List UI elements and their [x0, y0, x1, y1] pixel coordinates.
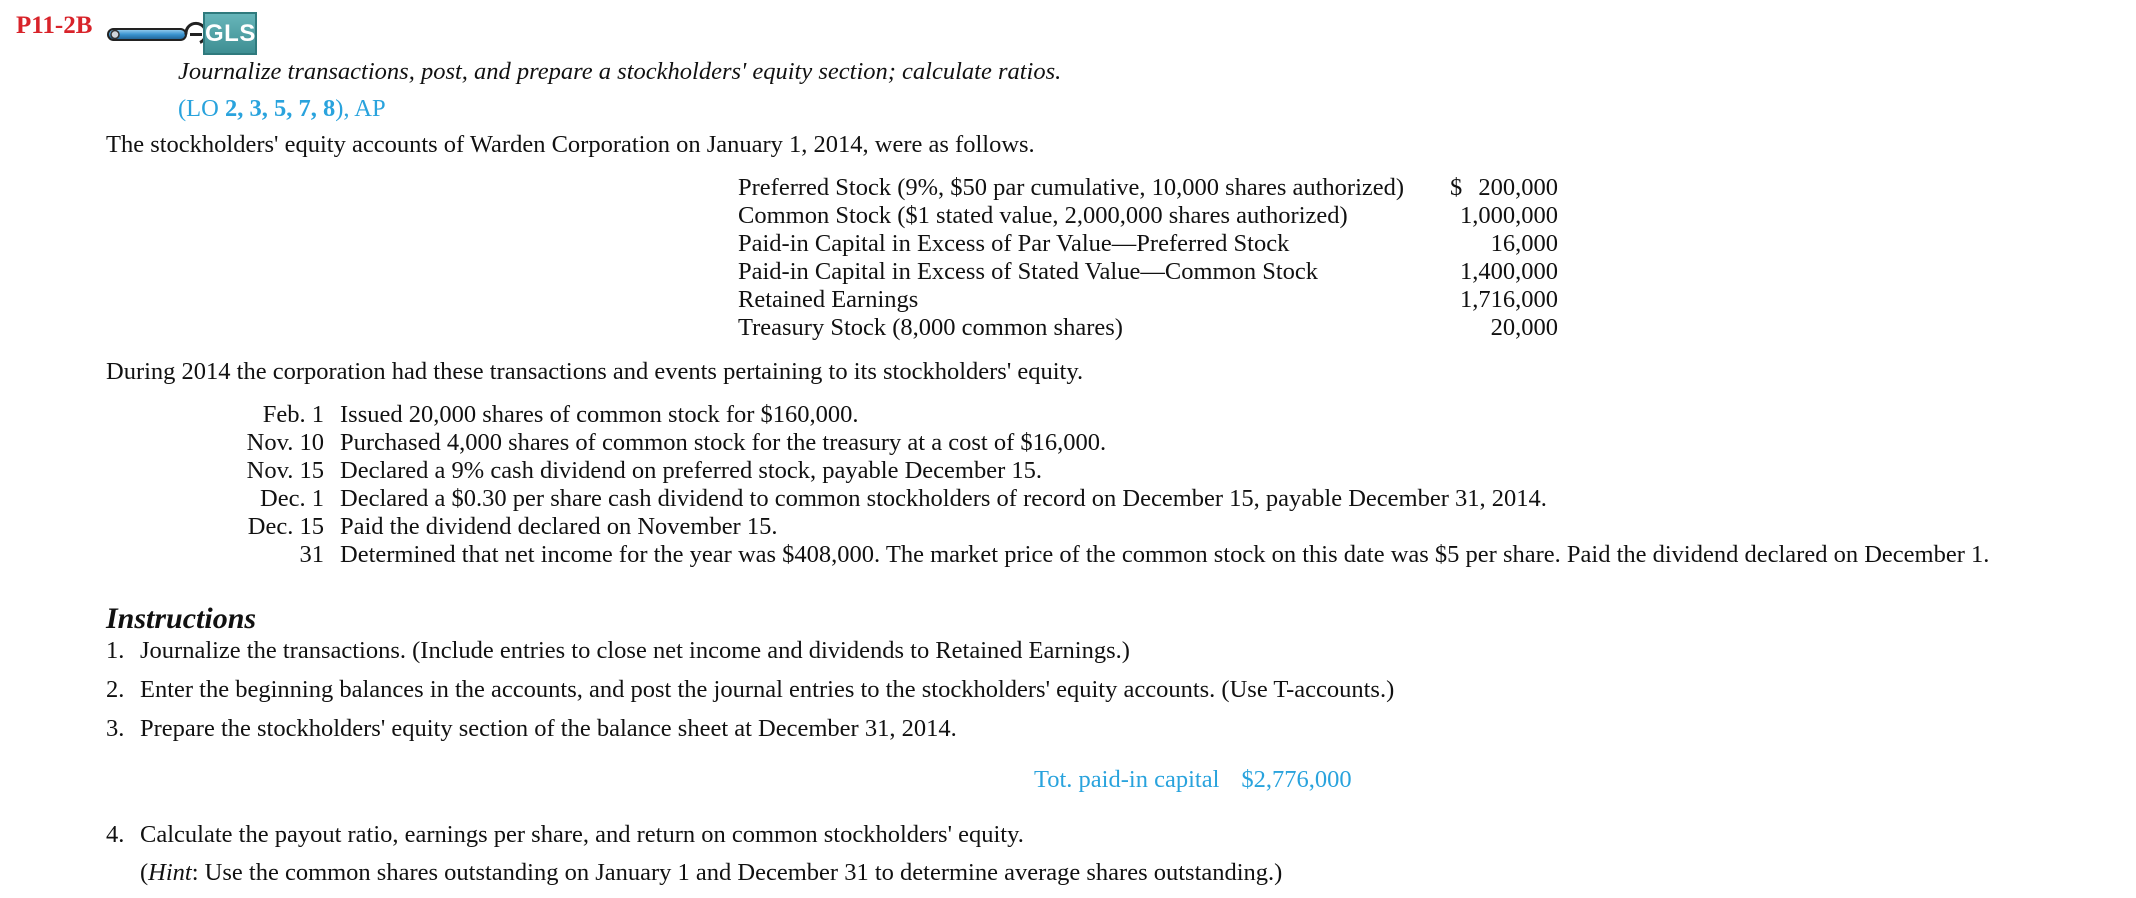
transaction-desc: Declared a 9% cash dividend on preferred stock, payable December 15.	[340, 457, 1043, 484]
account-amount: 1,716,000	[1460, 286, 1558, 313]
gls-badge: GLS	[203, 12, 257, 55]
instruction-item	[106, 676, 1394, 704]
instructions-heading: Instructions	[106, 602, 257, 635]
dollar-sign: $	[1450, 174, 1463, 201]
account-amount: 1,000,000	[1460, 202, 1558, 229]
transaction-row	[200, 429, 2100, 457]
transaction-row	[200, 457, 2100, 485]
account-row	[738, 202, 1558, 230]
transaction-desc: Paid the dividend declared on November 15.	[340, 513, 778, 540]
transaction-desc: Determined that net income for the year was $408,000. The market price of the common stock on this date was $5 per share. Paid the dividend declared on December 1.	[340, 541, 1990, 568]
account-row	[738, 314, 1558, 342]
account-name: Preferred Stock (9%, $50 par cumulative, 10,000 shares authorized)	[738, 174, 1405, 201]
instruction-item	[106, 715, 957, 743]
account-name: Treasury Stock (8,000 common shares)	[738, 314, 1123, 341]
check-figure-value: $2,776,000	[1241, 766, 1352, 793]
transaction-date: Dec. 1	[260, 485, 324, 512]
learning-objectives	[178, 95, 386, 123]
transactions-list	[200, 401, 2100, 569]
account-row	[738, 286, 1558, 314]
instruction-text: Calculate the payout ratio, earnings per share, and return on common stockholders' equity.	[140, 821, 1024, 848]
account-amount: 1,400,000	[1460, 258, 1558, 285]
instruction-number: 4.	[106, 821, 125, 848]
transaction-desc: Purchased 4,000 shares of common stock for the treasury at a cost of $16,000.	[340, 429, 1107, 456]
account-name: Paid-in Capital in Excess of Stated Value—Common Stock	[738, 258, 1318, 285]
account-name: Paid-in Capital in Excess of Par Value—Preferred Stock	[738, 230, 1290, 257]
problem-subtitle: Journalize transactions, post, and prepare a stockholders' equity section; calculate ratios.	[178, 58, 1062, 85]
lo-suffix: ), AP	[335, 95, 386, 122]
transactions-intro: During 2014 the corporation had these transactions and events pertaining to its stockholders' equity.	[106, 358, 1084, 385]
instruction-number: 3.	[106, 715, 125, 742]
hint-label: Hint	[148, 859, 192, 886]
hint-body: : Use the common shares outstanding on January 1 and December 31 to determine average shares outstanding.)	[191, 859, 1283, 886]
transaction-row	[200, 401, 2100, 429]
instruction-item	[106, 821, 1024, 849]
instruction-text: Prepare the stockholders' equity section of the balance sheet at December 31, 2014.	[140, 715, 957, 742]
transaction-desc: Declared a $0.30 per share cash dividend to common stockholders of record on December 15, payable December 31, 2014.	[340, 485, 1547, 512]
transaction-date: Feb. 1	[262, 401, 324, 428]
transaction-row	[200, 485, 2100, 513]
transaction-date: 31	[299, 541, 324, 568]
check-figure	[1034, 766, 1352, 794]
instruction-number: 1.	[106, 637, 125, 664]
equity-accounts-table	[738, 174, 1558, 342]
check-figure-label: Tot. paid-in capital	[1034, 766, 1220, 793]
account-row	[738, 174, 1558, 202]
lo-numbers: 2, 3, 5, 7, 8	[224, 95, 336, 122]
transaction-row	[200, 513, 2100, 541]
account-amount: 200,000	[1478, 174, 1558, 201]
transaction-desc: Issued 20,000 shares of common stock for $160,000.	[340, 401, 859, 428]
transaction-date: Nov. 10	[246, 429, 324, 456]
instruction-text: Journalize the transactions. (Include entries to close net income and dividends to Retained Earnings.)	[140, 637, 1130, 664]
account-row	[738, 230, 1558, 258]
instruction-number: 2.	[106, 676, 125, 703]
intro-text: The stockholders' equity accounts of Warden Corporation on January 1, 2014, were as follows.	[106, 131, 1035, 158]
lo-prefix: (LO	[178, 95, 225, 122]
account-amount: 20,000	[1490, 314, 1558, 341]
account-name: Common Stock ($1 stated value, 2,000,000 shares authorized)	[738, 202, 1348, 229]
account-row	[738, 258, 1558, 286]
account-amount: 16,000	[1490, 230, 1558, 257]
problem-number: P11-2B	[16, 12, 93, 39]
transaction-date: Nov. 15	[246, 457, 324, 484]
key-icon	[106, 20, 206, 48]
account-name: Retained Earnings	[738, 286, 919, 313]
transaction-date: Dec. 15	[247, 513, 324, 540]
transaction-row	[200, 541, 2100, 569]
hint-text: (Hint: Use the common shares outstanding on January 1 and December 31 to determine average shares outstanding.)	[140, 859, 1283, 886]
instruction-text: Enter the beginning balances in the accounts, and post the journal entries to the stockholders' equity accounts. (Use T-accounts.)	[140, 676, 1395, 703]
instruction-item	[106, 637, 1130, 665]
